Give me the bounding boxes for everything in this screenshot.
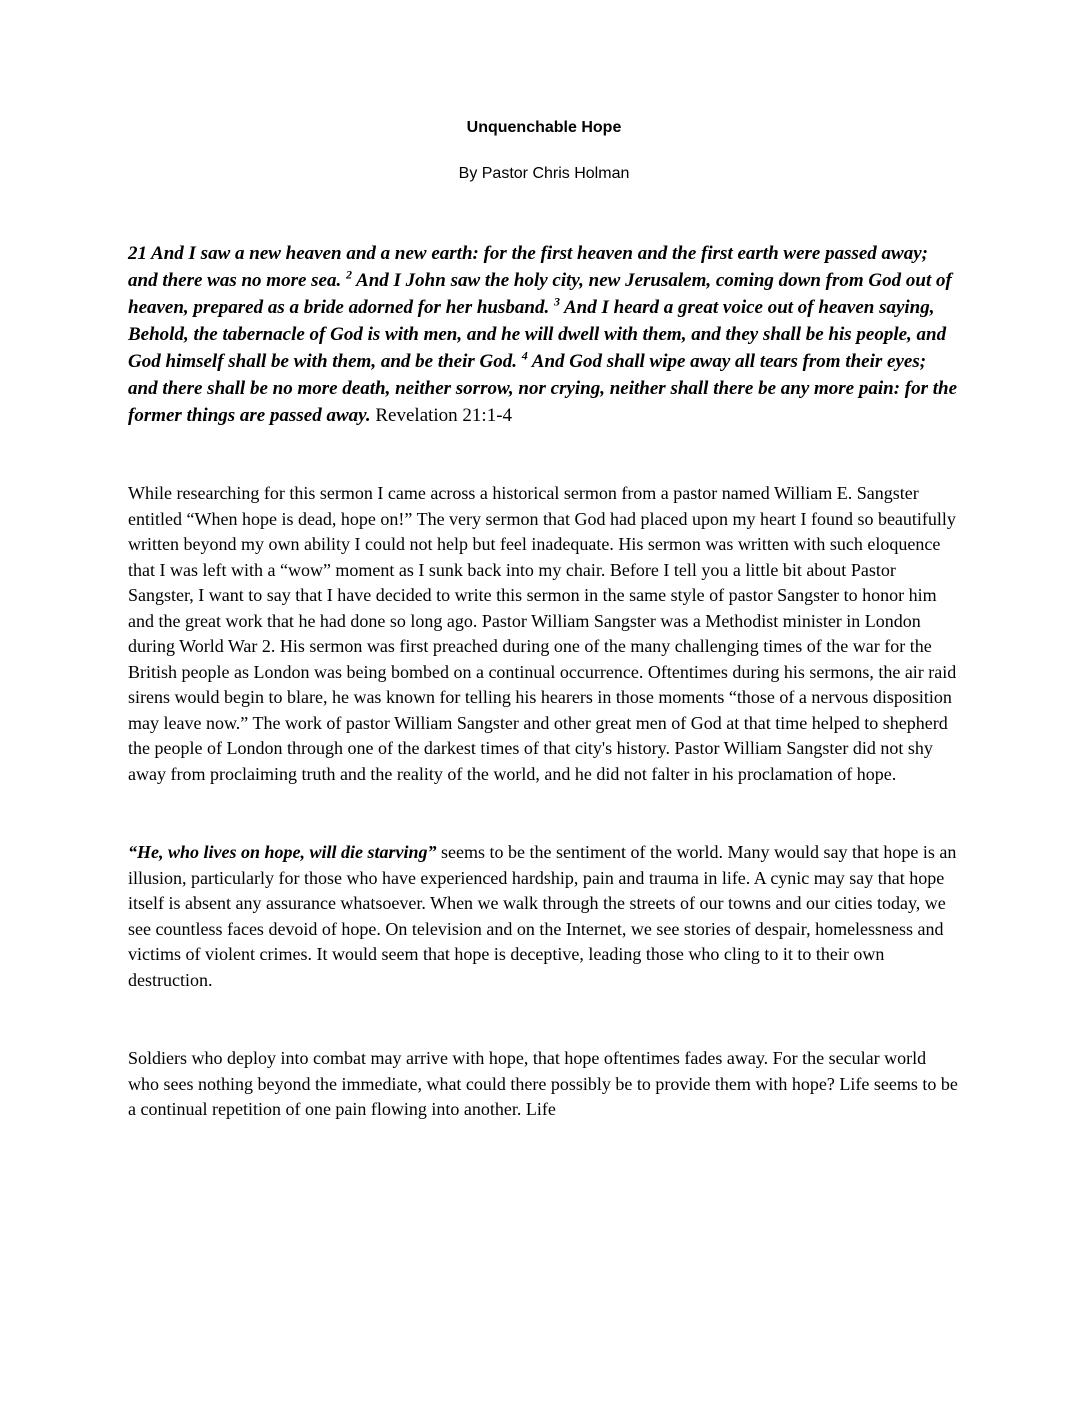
- document-title: Unquenchable Hope: [466, 119, 622, 136]
- paragraph-hope-sentiment-text: seems to be the sentiment of the world. Many would say that hope is an illusion, particularly for those who have experienced hardship, pain and trauma in life. A cynic may say that hope itself is absent any assurance whatsoever. When we walk through the streets of our towns and our cities today, we see countless faces devoid of hope. On television and on the Internet, we see stories of despair, homelessness and victims of violent crimes. It would seem that hope is deceptive, leading those who cling to it to their own destruction.: [128, 842, 957, 990]
- hope-proverb-quote: “He, who lives on hope, will die starving”: [128, 842, 437, 862]
- scripture-passage: [128, 240, 960, 429]
- paragraph-soldiers: Soldiers who deploy into combat may arrive with hope, that hope oftentimes fades away. For the secular world who sees nothing beyond the immediate, what could there possibly be to provide them with hope? Life seems to be a continual repetition of one pain flowing into another. Life: [128, 1048, 958, 1119]
- scripture-reference: Revelation 21:1-4: [375, 405, 513, 426]
- verse-2-text: And I John saw the holy city, new Jerusalem, coming down from God out of heaven, prepared as a bride adorned for her husband.: [128, 270, 952, 318]
- verse-2-superscript: 2: [346, 267, 352, 282]
- verse-3-text: And I heard a great voice out of heaven saying, Behold, the tabernacle of God is with men, and he will dwell with them, and they shall be his people, and God himself shall be with them, and be their God.: [128, 297, 947, 372]
- verse-4-text: And God shall wipe away all tears from their eyes; and there shall be no more death, neither sorrow, nor crying, neither shall there be any more pain: for the former things are passed away.: [128, 351, 958, 426]
- paragraph-sangster-story: While researching for this sermon I came across a historical sermon from a pastor named William E. Sangster entitled “When hope is dead, hope on!” The very sermon that God had placed upon my heart I found so beautifully written beyond my own ability I could not help but feel inadequate. His sermon was written with such eloquence that I was left with a “wow” moment as I sunk back into my chair. Before I tell you a little bit about Pastor Sangster, I want to say that I have decided to write this sermon in the same style of pastor Sangster to honor him and the great work that he had done so long ago. Pastor William Sangster was a Methodist minister in London during World War 2. His sermon was first preached during one of the many challenging times of the war for the British people as London was being bombed on a continual occurrence. Oftentimes during his sermons, the air raid sirens would begin to blare, he was known for telling his hearers in those moments “those of a nervous disposition may leave now.” The work of pastor William Sangster and other great men of God at that time helped to shepherd the people of London through one of the darkest times of that city's history. Pastor William Sangster did not shy away from proclaiming truth and the reality of the world, and he did not falter in his proclamation of hope.: [128, 483, 957, 784]
- document-byline: By Pastor Chris Holman: [458, 165, 630, 182]
- verse-lead-number: 21: [128, 243, 152, 264]
- verse-1-text: And I saw a new heaven and a new earth: for the first heaven and the first earth were passed away; and there was no more sea.: [128, 243, 928, 291]
- verse-3-superscript: 3: [553, 294, 560, 309]
- verse-4-superscript: 4: [521, 348, 528, 363]
- paragraph-hope-sentiment: [128, 840, 960, 993]
